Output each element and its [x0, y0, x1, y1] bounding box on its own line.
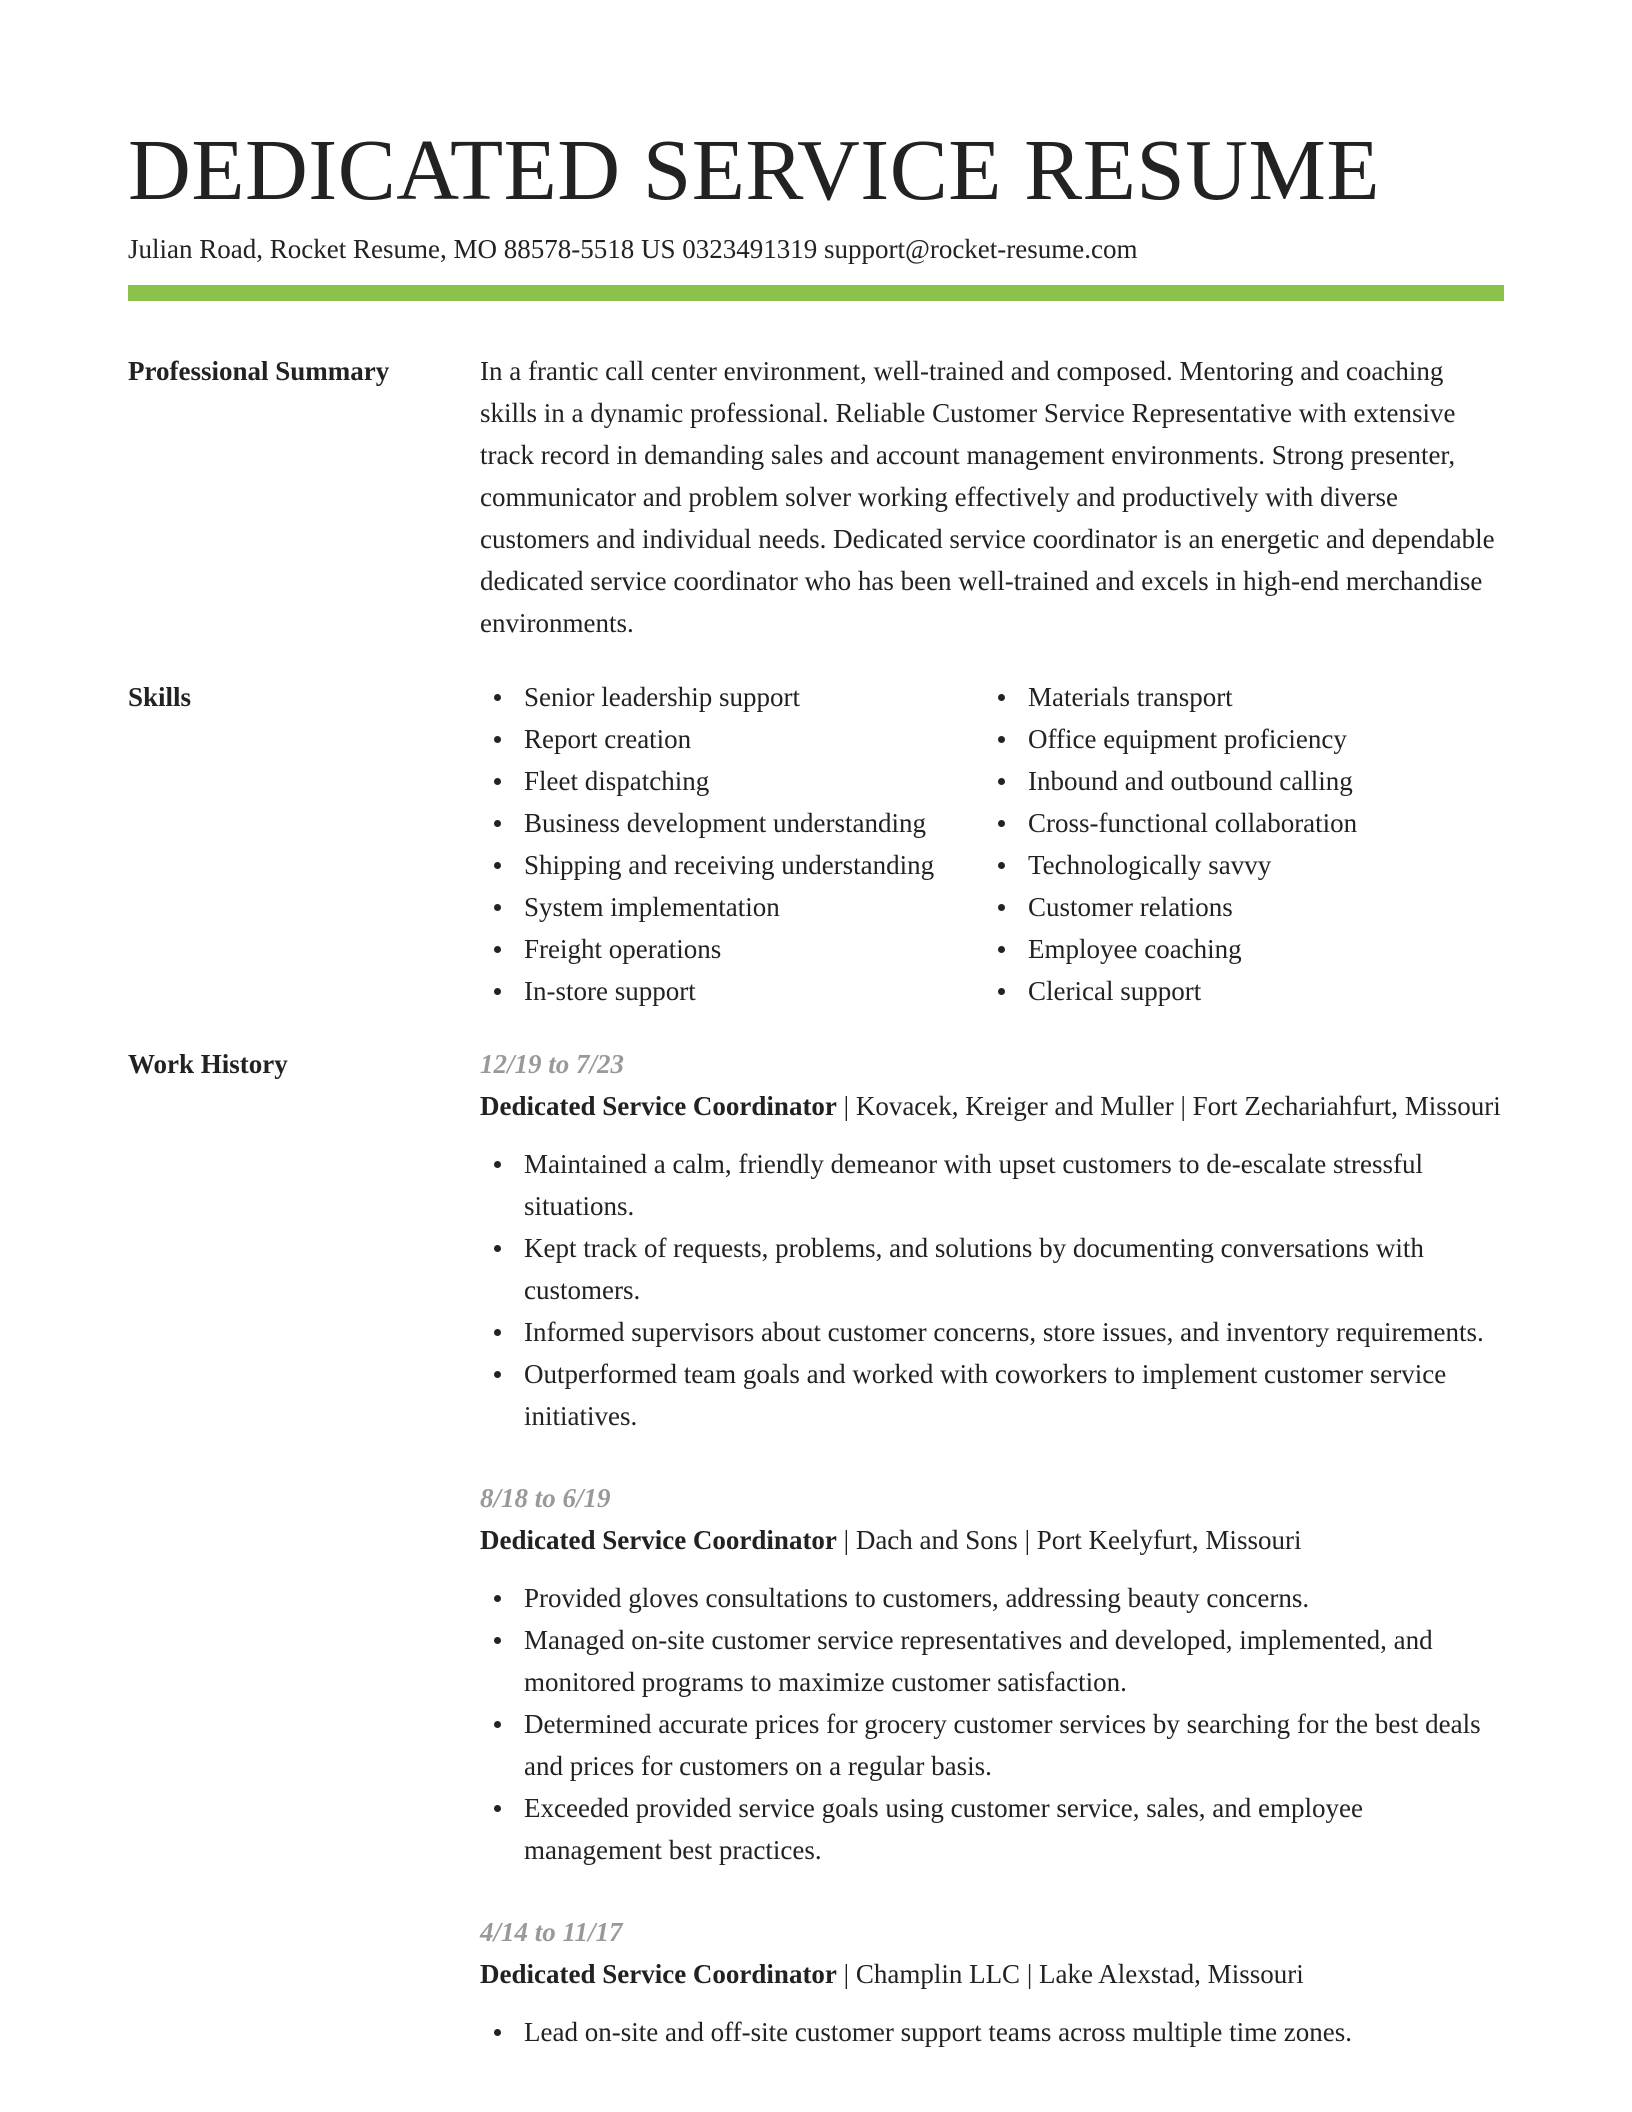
skill-item: Employee coaching — [984, 928, 1488, 970]
job-dates: 8/18 to 6/19 — [480, 1483, 611, 1513]
job-location: Port Keelyfurt, Missouri — [1036, 1525, 1302, 1555]
job-entry — [480, 1911, 1504, 2053]
job-bullet: Kept track of requests, problems, and solutions by documenting conversations with customers. — [480, 1227, 1504, 1311]
job-title: Dedicated Service Coordinator — [480, 1525, 837, 1555]
skill-item: Senior leadership support — [480, 676, 984, 718]
resume-title: DEDICATED SERVICE RESUME — [128, 121, 1381, 218]
skill-item: Technologically savvy — [984, 844, 1488, 886]
skills-list-left — [480, 676, 984, 1012]
job-bullets — [480, 1143, 1504, 1437]
job-bullet: Maintained a calm, friendly demeanor with upset customers to de-escalate stressful situations. — [480, 1143, 1504, 1227]
contact-email: support@rocket-resume.com — [823, 234, 1138, 264]
job-bullets — [480, 1577, 1504, 1871]
skill-item: Customer relations — [984, 886, 1488, 928]
job-bullet: Determined accurate prices for grocery customer services by searching for the best deals and prices for customers on a regular basis. — [480, 1703, 1504, 1787]
job-entry — [480, 1477, 1504, 1871]
job-bullet: Managed on-site customer service representatives and developed, implemented, and monitored programs to maximize customer satisfaction. — [480, 1619, 1504, 1703]
contact-phone: 0323491319 — [682, 234, 818, 264]
job-location: Lake Alexstad, Missouri — [1038, 1959, 1304, 1989]
header-divider — [128, 285, 1504, 301]
summary-heading: Professional Summary — [128, 356, 390, 386]
skill-item: Materials transport — [984, 676, 1488, 718]
skill-item: Clerical support — [984, 970, 1488, 1012]
skill-item: Shipping and receiving understanding — [480, 844, 984, 886]
job-location: Fort Zechariahfurt, Missouri — [1192, 1091, 1501, 1121]
job-company: Champlin LLC — [855, 1959, 1021, 1989]
job-bullet: Provided gloves consultations to customers, addressing beauty concerns. — [480, 1577, 1504, 1619]
job-company: Dach and Sons — [855, 1525, 1018, 1555]
job-title: Dedicated Service Coordinator — [480, 1091, 837, 1121]
skill-item: System implementation — [480, 886, 984, 928]
job-heading: Dedicated Service Coordinator | Kovacek, Kreiger and Muller | Fort Zechariahfurt, Missouri — [480, 1091, 1501, 1121]
job-dates: 4/14 to 11/17 — [480, 1917, 623, 1947]
skill-item: Fleet dispatching — [480, 760, 984, 802]
skill-item: Business development understanding — [480, 802, 984, 844]
job-heading: Dedicated Service Coordinator | Champlin LLC | Lake Alexstad, Missouri — [480, 1959, 1304, 1989]
job-bullet: Informed supervisors about customer concerns, store issues, and inventory requirements. — [480, 1311, 1504, 1353]
skills-list-right — [984, 676, 1488, 1012]
skills-heading: Skills — [128, 682, 192, 712]
job-title: Dedicated Service Coordinator — [480, 1959, 837, 1989]
skill-item: Report creation — [480, 718, 984, 760]
job-heading: Dedicated Service Coordinator | Dach and Sons | Port Keelyfurt, Missouri — [480, 1525, 1302, 1555]
skill-item: Cross-functional collaboration — [984, 802, 1488, 844]
work-history-heading: Work History — [128, 1049, 288, 1079]
job-bullet: Outperformed team goals and worked with coworkers to implement customer service initiatives. — [480, 1353, 1504, 1437]
contact-line — [128, 231, 1138, 267]
job-bullet: Lead on-site and off-site customer support teams across multiple time zones. — [480, 2011, 1504, 2053]
skill-item: Inbound and outbound calling — [984, 760, 1488, 802]
job-entry — [480, 1043, 1504, 1437]
job-bullets — [480, 2011, 1504, 2053]
job-dates: 12/19 to 7/23 — [480, 1049, 625, 1079]
skill-item: In-store support — [480, 970, 984, 1012]
summary-text: In a frantic call center environment, well-trained and composed. Mentoring and coaching skills in a dynamic professional. Reliable Customer Service Representative with extensive track record in demanding sales and account management environments. Strong presenter, communicator and problem solver working effectively and productively with diverse customers and individual needs. Dedicated service coordinator is an energetic and dependable dedicated service coordinator who has been well-trained and excels in high-end merchandise environments. — [480, 356, 1495, 638]
skill-item: Office equipment proficiency — [984, 718, 1488, 760]
skill-item: Freight operations — [480, 928, 984, 970]
job-company: Kovacek, Kreiger and Muller — [855, 1091, 1174, 1121]
job-bullet: Exceeded provided service goals using customer service, sales, and employee management best practices. — [480, 1787, 1504, 1871]
contact-address: Julian Road, Rocket Resume, MO 88578-5518 US — [128, 234, 676, 264]
